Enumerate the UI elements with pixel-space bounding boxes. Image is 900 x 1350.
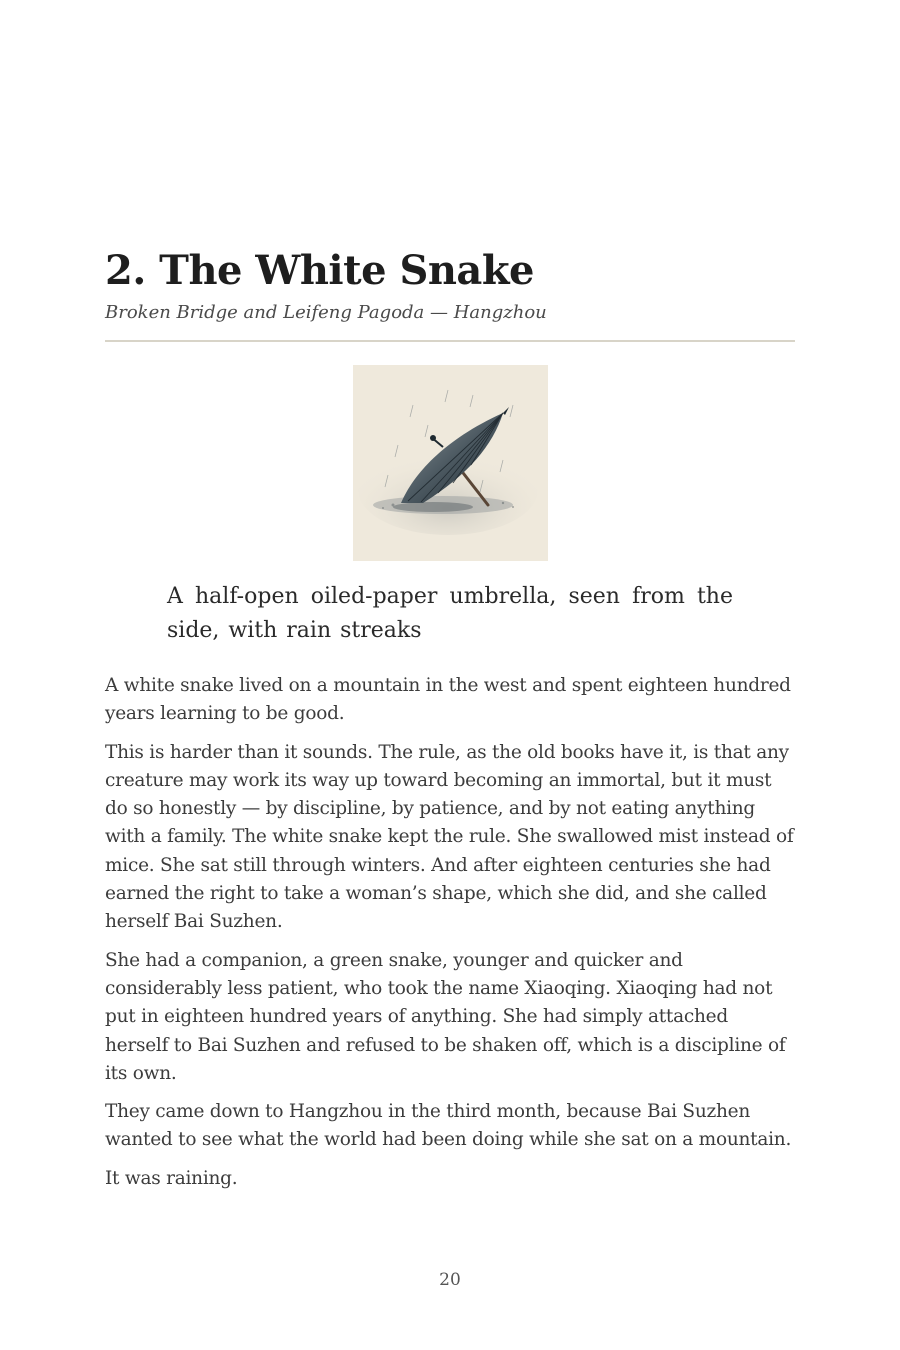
chapter-title: 2. The White Snake bbox=[105, 247, 535, 294]
umbrella-in-rain-icon bbox=[353, 365, 548, 561]
paragraph: They came down to Hangzhou in the third month, because Bai Suzhen wanted to see what the world had been doing while she sat on a mountain. bbox=[105, 1101, 792, 1151]
paragraph: This is harder than it sounds. The rule, as the old books have it, is that any creature may work its way up toward becoming an immortal, but it must do so honestly — by discipline, by patience, and by not eating anything with a family. The white snake kept the rule. She swallowed mist instead of mice. She sat still through winters. And after eighteen centuries she had earned the right to take a woman’s shape, which she did, and she called herself Bai Suzhen. bbox=[105, 741, 794, 933]
chapter-subtitle: Broken Bridge and Leifeng Pagoda — Hangzhou bbox=[105, 302, 547, 323]
chapter-body bbox=[105, 672, 795, 1203]
title-divider bbox=[105, 340, 795, 342]
illustration-caption: A half-open oiled-paper umbrella, seen from the side, with rain streaks bbox=[167, 584, 733, 643]
paragraph: It was raining. bbox=[105, 1167, 238, 1189]
page-number: 20 bbox=[439, 1270, 461, 1290]
paragraph: She had a companion, a green snake, younger and quicker and considerably less patient, who took the name Xiaoqing. Xiaoqing had not put in eighteen hundred years of anything. She had simply attached herself to Bai Suzhen and refused to be shaken off, which is a discipline of its own. bbox=[105, 949, 786, 1084]
book-page bbox=[105, 0, 795, 1350]
paragraph: A white snake lived on a mountain in the west and spent eighteen hundred years learning to be good. bbox=[105, 675, 791, 725]
